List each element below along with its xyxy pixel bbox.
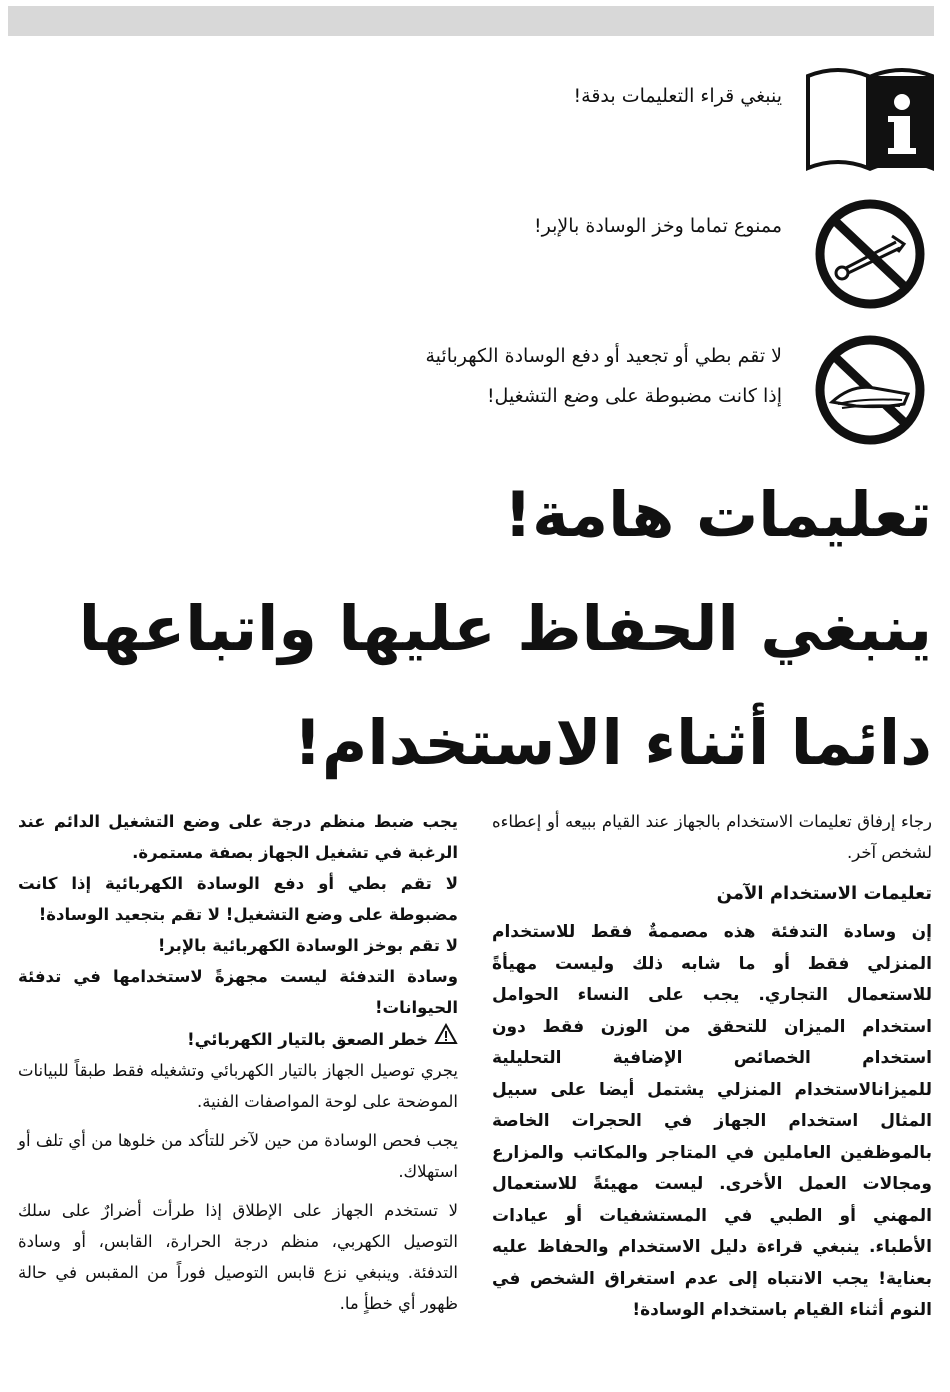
- icon-text-line: ممنوع تماما وخز الوسادة بالإبر!: [534, 215, 782, 237]
- body-paragraph: لا تستخدم الجهاز على الإطلاق إذا طرأت أضرارٌ على سلك التوصيل الكهربي، منظم درجة الحرارة، القابس، أو وسادة التدفئة. وينبغي نزع قابس التوصيل فوراً من المقبس في حالة ظهور أي خطأٍ ما.: [18, 1201, 458, 1313]
- warning-triangle-icon: [434, 1023, 458, 1055]
- bold-paragraph: يجب ضبط منظم درجة على وضع التشغيل الدائم عند الرغبة في تشغيل الجهاز بصفة مستمرة.: [18, 812, 458, 862]
- right-column: [492, 806, 932, 1327]
- section-title: تعليمات الاستخدام الآمن: [716, 883, 932, 904]
- bold-paragraph: لا تقم بطي أو دفع الوسادة الكهربائية إذا كانت مضبوطة على وضع التشغيل! لا تقم بتجعيد الوسادة!: [18, 874, 458, 924]
- no-fold-icon: [800, 332, 940, 448]
- icon-row-no-pins: [534, 196, 940, 312]
- intro-paragraph: رجاء إرفاق تعليمات الاستخدام بالجهاز عند القيام ببيعه أو إعطاءه لشخص آخر.: [492, 812, 932, 862]
- headline-line-2: ينبغي الحفاظ عليها واتباعها: [78, 592, 932, 665]
- top-gray-bar: [8, 6, 934, 36]
- left-column: [18, 806, 458, 1319]
- info-book-icon: [800, 62, 940, 174]
- bold-paragraph: وسادة التدفئة ليست مجهزةً لاستخدامها في تدفئة الحيوانات!: [18, 967, 458, 1017]
- headline-line-3: دائما أثناء الاستخدام!: [293, 706, 932, 779]
- icon-row-no-fold: [426, 332, 941, 448]
- body-paragraph: يجري توصيل الجهاز بالتيار الكهربائي وتشغيله فقط طبقاً للبيانات الموضحة على لوحة المواصفات الفنية.: [18, 1061, 458, 1111]
- icon-text-line: ينبغي قراء التعليمات بدقة!: [573, 85, 782, 107]
- icon-row-read-instructions: [574, 62, 940, 174]
- body-paragraph: يجب فحص الوسادة من حين لآخر للتأكد من خلوها من أي تلف أو استهلاك.: [18, 1131, 458, 1181]
- warning-title: خطر الصعق بالتيار الكهربائي!: [187, 1029, 428, 1049]
- icon-text-line: لا تقم بطي أو تجعيد أو دفع الوسادة الكهربائية: [425, 345, 782, 367]
- headline-line-1: تعليمات هامة!: [503, 478, 932, 551]
- icon-text-line: إذا كانت مضبوطة على وضع التشغيل!: [486, 385, 782, 407]
- warning-heading: [18, 1023, 458, 1055]
- safety-paragraph: إن وسادة التدفئة هذه مصممةٌ فقط للاستخدام المنزلي فقط أو ما شابه ذلك وليست مهيأةً للاستعمال التجاري. يجب على النساء الحوامل استخدام الميزان للتحقق من الوزن فقط دون استخدام الخصائص الإضافية التحليلية للميزانالاستخدام المنزلي يشتمل أيضا على سبيل المثال استخدام الجهاز في الحجرات الخاصة بالموظفين العاملين في المتاجر والمكاتب والمزارع ومجالات العمل الأخرى. ليست مهيئةً للاستعمال المهني أو الطبي في المستشفيات أو عيادات الأطباء. ينبغي قراءة دليل الاستخدام والحفاظ عليه بعناية! يجب الانتباه إلى عدم استغراق الشخص في النوم أثناء القيام باستخدام الوسادة!: [492, 922, 932, 1320]
- bold-paragraph: لا تقم بوخز الوسادة الكهربائية بالإبر!: [157, 936, 458, 955]
- no-pins-icon: [800, 196, 940, 312]
